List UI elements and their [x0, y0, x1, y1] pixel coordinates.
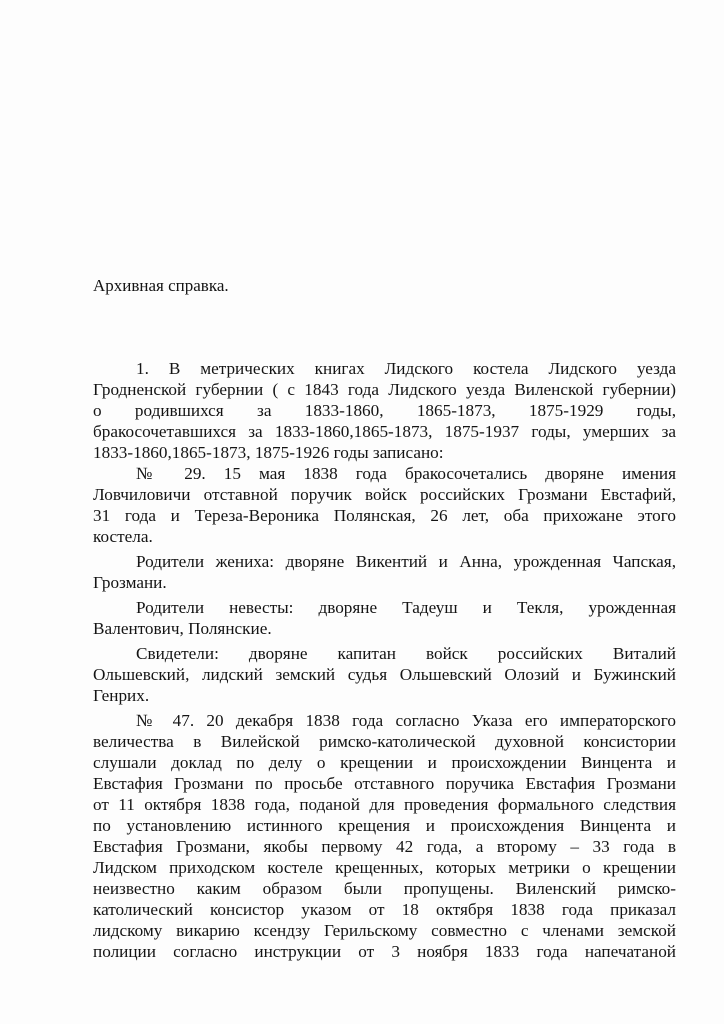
- text-line: Свидетели: дворяне капитан войск российских Виталий: [136, 644, 676, 663]
- text-line: бракосочетавшихся за 1833-1860,1865-1873, 1875-1937 годы, умерших за: [93, 422, 676, 441]
- text-line: Грозмани.: [93, 573, 167, 592]
- text-line: величества в Вилейской римско-католической духовной консистории: [93, 732, 676, 751]
- text-line: Родители жениха: дворяне Викентий и Анна, урожденная Чапская,: [136, 552, 676, 571]
- text-line: Родители невесты: дворяне Тадеуш и Текля, урожденная: [136, 598, 676, 617]
- text-line: Ольшевский, лидский земский судья Ольшевский Олозий и Бужинский: [93, 665, 676, 684]
- text-line: Генрих.: [93, 686, 150, 705]
- text-line: католический консистор указом от 18 октября 1838 года приказал: [93, 900, 676, 919]
- text-line: № 47. 20 декабря 1838 года согласно Указа его императорского: [136, 711, 676, 730]
- text-line: Ловчиловичи отставной поручик войск российских Грозмани Евстафий,: [93, 485, 676, 504]
- text-line: полиции согласно инструкции от 3 ноября 1833 года напечатаной: [93, 942, 676, 961]
- text-line: костела.: [93, 527, 153, 546]
- text-line: Евстафия Грозмани, якобы первому 42 года, а второму – 33 года в: [93, 837, 676, 856]
- text-line: о родившихся за 1833-1860, 1865-1873, 1875-1929 годы,: [93, 401, 676, 420]
- text-line: слушали доклад по делу о крещении и происхождении Винцента и: [93, 753, 676, 772]
- text-line: Гродненской губернии ( с 1843 года Лидского уезда Виленской губернии): [93, 380, 676, 399]
- text-line: Евстафия Грозмани по просьбе отставного поручика Евстафия Грозмани: [93, 774, 676, 793]
- text-line: Валентович, Полянские.: [93, 619, 272, 638]
- document-body: [93, 358, 676, 962]
- text-line: 31 года и Тереза-Вероника Полянская, 26 лет, оба прихожане этого: [93, 506, 676, 525]
- text-line: неизвестно каким образом были пропущены. Виленский римско-: [93, 879, 676, 898]
- text-line: № 29. 15 мая 1838 года бракосочетались дворяне имения: [136, 464, 676, 483]
- text-line: Лидском приходском костеле крещенных, которых метрики о крещении: [93, 858, 676, 877]
- text-line: 1. В метрических книгах Лидского костела Лидского уезда: [136, 359, 676, 378]
- text-line: 1833-1860,1865-1873, 1875-1926 годы записано:: [93, 443, 444, 462]
- document-heading: Архивная справка.: [93, 276, 229, 295]
- text-line: от 11 октября 1838 года, поданой для проведения формального следствия: [93, 795, 676, 814]
- text-line: лидскому викарию ксендзу Герильскому совместно с членами земской: [93, 921, 676, 940]
- text-line: по установлению истинного крещения и происхождения Винцента и: [93, 816, 676, 835]
